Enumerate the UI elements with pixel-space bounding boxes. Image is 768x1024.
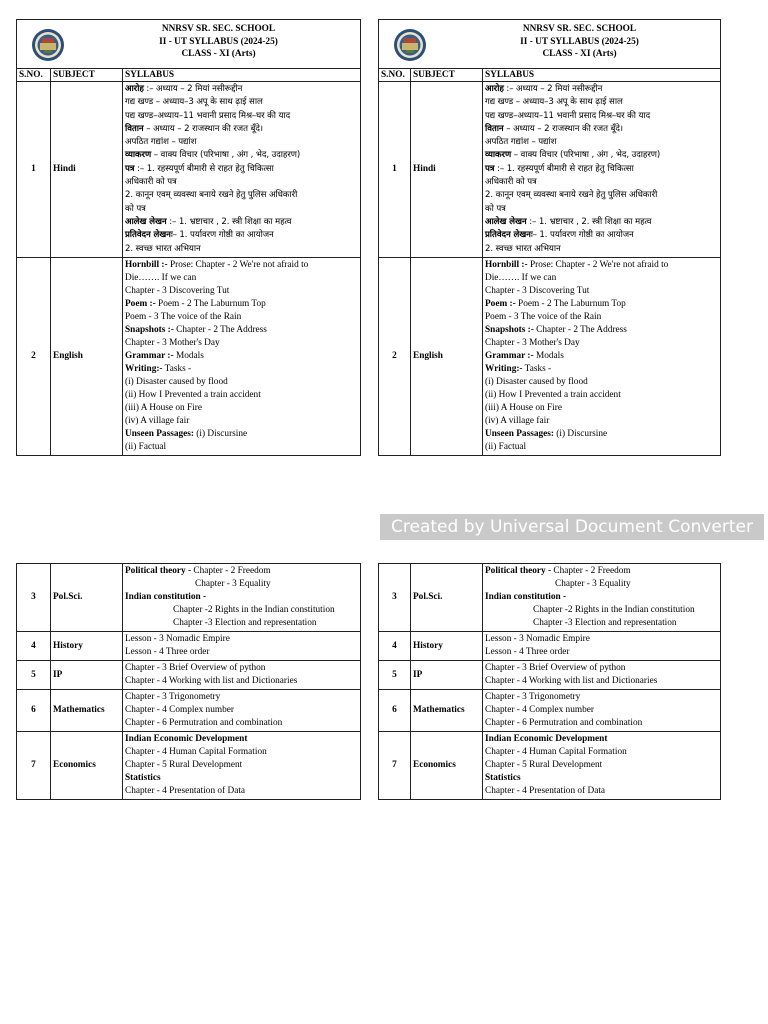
syllabus-line-label: Writing:- [485,363,523,374]
syllabus-line [125,675,358,688]
syllabus-cell [483,732,721,800]
table-row [17,632,361,661]
syllabus-line-text: Chapter - 3 Trigonometry [125,692,221,702]
syllabus-line [485,96,718,109]
syllabus-line [125,772,358,785]
syllabus-line-text: – 1. पर्यावरण गोष्ठी का आयोजन [532,230,634,241]
syllabus-line-text: (ii) Factual [485,441,527,452]
syllabus-line-label: पत्र [125,163,135,174]
syllabus-line [125,662,358,675]
syllabus-line-label: Poem :- [125,298,156,309]
syllabus-line-text: 2. स्वच्छ भारत अभियान [125,243,201,254]
table-row [17,690,361,732]
syllabus-line-text: :– अध्याय – 2 मियां नसीरूद्दीन [143,84,243,94]
syllabus-line [125,337,358,350]
syllabus-line [485,675,718,688]
exam-title: II - UT SYLLABUS (2024-25) [159,36,278,47]
syllabus-line [125,96,358,109]
syllabus-line-text: (ii) How I Prevented a train accident [125,389,261,400]
syllabus-line-text: – अध्याय – 2 राजस्थान की रजत बूँदे। [143,123,263,134]
watermark: Created by Universal Document Converter [380,514,764,540]
syllabus-line-text: – 1. पर्यावरण गोष्ठी का आयोजन [172,230,274,241]
table-row [17,564,361,632]
syllabus-line [485,110,718,123]
syllabus-line-text: Die……. If we can [125,272,197,283]
table-row [379,564,721,632]
syllabus-line-text: अपठित गद्यांश – पद्यांश [125,137,197,148]
syllabus-line-text: Chapter - 4 Presentation of Data [485,786,606,796]
syllabus-line-text: को पत्र [485,203,506,214]
subject-cell: Hindi [411,82,483,258]
syllabus-line-text: :– 1. भ्रष्टाचार , 2. स्त्री शिक्षा का महत्व [526,216,652,227]
col-sno-header: S.NO. [379,69,411,82]
syllabus-line [485,123,718,136]
syllabus-line-label: Snapshots :- [485,324,534,335]
syllabus-line-label: व्याकरण [485,150,512,161]
syllabus-line [485,176,718,189]
syllabus-line [485,717,718,730]
syllabus-line-label: Unseen Passages: [485,428,554,439]
syllabus-line [125,733,358,746]
syllabus-cell [123,690,361,732]
syllabus-line-label: Hornbill :- [125,259,168,270]
syllabus-line-text: Poem - 3 The voice of the Rain [485,311,602,322]
syllabus-line-text: Chapter - 4 Human Capital Formation [125,747,267,757]
syllabus-line-text: पद्य खण्ड–अध्याय–11 भवानी प्रसाद मिश्र–घर की याद [485,110,651,121]
syllabus-line-label: आलेख लेखन [485,216,527,227]
syllabus-line-text: Chapter - 6 Permutration and combination [125,718,283,728]
syllabus-line-text: Tasks - [162,363,192,374]
syllabus-line [485,243,718,256]
syllabus-cell [123,661,361,690]
subject-cell: Mathematics [411,690,483,732]
syllabus-line-text: Chapter -3 Election and representation [533,618,677,628]
syllabus-line-text: 2. कानून एवम् व्यवस्था बनाये रखने हेतु पुलिस अधिकारी [125,190,298,201]
syllabus-line-text: Prose: Chapter - 2 We're not afraid to [527,259,669,270]
syllabus-line-text: Lesson - 3 Nomadic Empire [485,634,590,644]
syllabus-line-label: Hornbill :- [485,259,528,270]
syllabus-line [485,285,718,298]
col-syllabus-header: SYLLABUS [483,69,721,82]
sno-cell: 5 [17,661,51,690]
syllabus-line-label: Indian Economic Development [485,734,608,744]
sno-cell: 4 [17,632,51,661]
syllabus-line-text: Modals [173,350,204,361]
syllabus-line-text: Chapter - 3 Brief Overview of python [125,663,266,673]
syllabus-line [125,591,358,604]
syllabus-cell [123,82,361,258]
syllabus-line [125,746,358,759]
syllabus-line-label: Writing:- [125,363,163,374]
col-subject-header: SUBJECT [411,69,483,82]
sno-cell: 6 [17,690,51,732]
sno-cell: 4 [379,632,411,661]
syllabus-line-text: (ii) Factual [125,441,167,452]
syllabus-line-text: (i) Disaster caused by flood [125,376,228,387]
syllabus-line-text: Chapter - 2 Freedom [191,566,271,576]
syllabus-table-bottom-right [378,563,721,800]
syllabus-line [125,617,358,630]
syllabus-line-text: Chapter - 3 Mother's Day [485,337,580,348]
syllabus-line [485,733,718,746]
syllabus-line-text: को पत्र [125,203,146,214]
syllabus-line-text: Poem - 3 The voice of the Rain [125,311,242,322]
syllabus-line-text: Chapter - 5 Rural Development [125,760,243,770]
subject-cell: Pol.Sci. [411,564,483,632]
syllabus-line-label: व्याकरण [125,150,152,161]
syllabus-line-label: Poem :- [485,298,516,309]
table-row [379,690,721,732]
sno-cell: 3 [379,564,411,632]
subject-cell: Pol.Sci. [51,564,123,632]
syllabus-line-label: प्रतिवेदन लेखनः [485,230,533,241]
syllabus-line [125,272,358,285]
syllabus-line-text: अधिकारी को पत्र [125,177,177,188]
syllabus-table-top-right [378,19,721,456]
syllabus-line-label: आलेख लेखन [125,216,167,227]
syllabus-line-text: (iii) A House on Fire [125,402,202,413]
col-sno-header: S.NO. [17,69,51,82]
syllabus-line [125,441,358,454]
syllabus-line [125,176,358,189]
syllabus-line-text: Chapter - 4 Complex number [485,705,594,715]
syllabus-cell [123,564,361,632]
syllabus-cell [123,732,361,800]
sno-cell: 7 [17,732,51,800]
table-row [379,632,721,661]
syllabus-line-text: (ii) How I Prevented a train accident [485,389,621,400]
syllabus-line [485,83,718,96]
sno-cell: 1 [379,82,411,258]
syllabus-line-text: Chapter - 4 Working with list and Dictionaries [125,676,298,686]
syllabus-line [485,617,718,630]
syllabus-table-top-left [16,19,361,456]
syllabus-line [485,350,718,363]
subject-cell: English [411,257,483,455]
syllabus-line [485,298,718,311]
syllabus-line [485,229,718,242]
syllabus-line-text: अधिकारी को पत्र [485,177,537,188]
table-row [17,732,361,800]
syllabus-line-text: (i) Discursine [193,428,248,439]
syllabus-line-label: Indian Economic Development [125,734,248,744]
sno-cell: 6 [379,690,411,732]
syllabus-line-label: Grammar :- [485,350,534,361]
syllabus-line-text: :– 1. रहस्यपूर्ण बीमारी से राहत हेतु चिकित्सा [494,163,634,174]
syllabus-line [485,337,718,350]
syllabus-line [125,415,358,428]
syllabus-line-text: Chapter - 3 Brief Overview of python [485,663,626,673]
syllabus-line-text: Chapter - 3 Discovering Tut [125,285,230,296]
table-header [17,20,361,69]
syllabus-line-text: Chapter - 3 Mother's Day [125,337,220,348]
syllabus-cell [483,661,721,690]
syllabus-line [485,565,718,578]
sno-cell: 2 [17,257,51,455]
syllabus-line-text: अपठित गद्यांश – पद्यांश [485,137,557,148]
syllabus-line [125,203,358,216]
syllabus-line-text: 2. स्वच्छ भारत अभियान [485,243,561,254]
syllabus-line-label: Snapshots :- [125,324,174,335]
syllabus-line-text: Lesson - 3 Nomadic Empire [125,634,230,644]
syllabus-line-text: Chapter - 6 Permutration and combination [485,718,643,728]
syllabus-line-text: Tasks - [522,363,552,374]
syllabus-cell [483,690,721,732]
syllabus-line-text: :– अध्याय – 2 मियां नसीरूद्दीन [503,84,603,94]
syllabus-line [485,311,718,324]
syllabus-line-text: Chapter - 4 Human Capital Formation [485,747,627,757]
syllabus-line-text: Die……. If we can [485,272,557,283]
syllabus-line [485,604,718,617]
syllabus-line [125,243,358,256]
syllabus-cell [123,257,361,455]
table-header [379,20,721,69]
syllabus-line-text: Chapter - 2 Freedom [551,566,631,576]
sno-cell: 1 [17,82,51,258]
subject-cell: Hindi [51,82,123,258]
syllabus-line-label: Political theory - [125,566,192,576]
table-row [379,732,721,800]
school-name: NNRSV SR. SEC. SCHOOL [522,24,637,34]
col-syllabus-header: SYLLABUS [123,69,361,82]
sno-cell: 7 [379,732,411,800]
syllabus-line [125,149,358,162]
table-row [379,661,721,690]
syllabus-line [125,428,358,441]
syllabus-line [485,272,718,285]
syllabus-line-text: Chapter -3 Election and representation [173,618,317,628]
syllabus-line-text: 2. कानून एवम् व्यवस्था बनाये रखने हेतु पुलिस अधिकारी [485,190,658,201]
syllabus-cell [123,632,361,661]
syllabus-line [485,389,718,402]
syllabus-line-text: (iv) A village fair [485,415,550,426]
subject-cell: Economics [51,732,123,800]
syllabus-cell [483,632,721,661]
syllabus-line [485,324,718,337]
syllabus-line [125,163,358,176]
syllabus-table-bottom-left [16,563,361,800]
syllabus-line-text: :– 1. रहस्यपूर्ण बीमारी से राहत हेतु चिकित्सा [134,163,274,174]
syllabus-line-text: Poem - 2 The Laburnum Top [155,298,266,309]
syllabus-line-label: आरोह [485,84,504,94]
table-row [379,82,721,258]
syllabus-line [485,633,718,646]
table-row [17,661,361,690]
syllabus-line [125,136,358,149]
syllabus-line [485,402,718,415]
syllabus-line [125,110,358,123]
syllabus-line [485,441,718,454]
syllabus-line-label: Statistics [125,773,161,783]
syllabus-line-label: Political theory - [485,566,552,576]
syllabus-line-text: गद्य खण्ड – अध्याय–3 अपू के साथ ढ़ाई साल [485,97,623,108]
syllabus-line [485,203,718,216]
syllabus-line-text: Poem - 2 The Laburnum Top [515,298,626,309]
syllabus-line-text: Chapter - 2 The Address [533,324,627,335]
syllabus-line-text: (i) Discursine [553,428,608,439]
syllabus-line-text: Chapter - 4 Complex number [125,705,234,715]
syllabus-line [125,389,358,402]
syllabus-line [125,376,358,389]
exam-title: II - UT SYLLABUS (2024-25) [520,36,639,47]
syllabus-line-text: Chapter - 4 Working with list and Dictionaries [485,676,658,686]
sno-cell: 5 [379,661,411,690]
syllabus-line-text: (iii) A House on Fire [485,402,562,413]
syllabus-line [125,402,358,415]
syllabus-line [485,662,718,675]
syllabus-line [485,591,718,604]
syllabus-line-text: Lesson - 4 Three order [485,647,570,657]
subject-cell: IP [411,661,483,690]
syllabus-line-text: Prose: Chapter - 2 We're not afraid to [167,259,309,270]
syllabus-line [125,578,358,591]
syllabus-line [485,163,718,176]
class-title: CLASS - XI (Arts) [181,49,256,59]
syllabus-line-text: :– 1. भ्रष्टाचार , 2. स्त्री शिक्षा का महत्व [166,216,292,227]
syllabus-line [125,324,358,337]
syllabus-line [485,759,718,772]
syllabus-line [485,216,718,229]
syllabus-line-text: Chapter -2 Rights in the Indian constitution [533,605,695,615]
syllabus-line [485,785,718,798]
syllabus-line-text: Chapter - 4 Presentation of Data [125,786,246,796]
syllabus-line-label: Unseen Passages: [125,428,194,439]
subject-cell: History [51,632,123,661]
syllabus-line-label: आरोह [125,84,144,94]
syllabus-line [125,565,358,578]
syllabus-line-text: Chapter -2 Rights in the Indian constitution [173,605,335,615]
syllabus-line-text: – वाक्य विचार (परिभाषा , अंग , भेद, उदाहरण) [511,150,661,161]
syllabus-line [125,259,358,272]
syllabus-line [125,704,358,717]
school-name: NNRSV SR. SEC. SCHOOL [161,24,276,34]
syllabus-line [125,189,358,202]
syllabus-line-text: Chapter - 5 Rural Development [485,760,603,770]
syllabus-line [125,83,358,96]
table-row [17,82,361,258]
syllabus-line [125,717,358,730]
sno-cell: 3 [17,564,51,632]
syllabus-cell [483,82,721,258]
syllabus-line-text: (iv) A village fair [125,415,190,426]
syllabus-line [485,136,718,149]
syllabus-line-label: Grammar :- [125,350,174,361]
syllabus-line [125,646,358,659]
syllabus-line [125,759,358,772]
syllabus-line [125,298,358,311]
syllabus-line-text: Chapter - 3 Discovering Tut [485,285,590,296]
syllabus-line-text: Lesson - 4 Three order [125,647,210,657]
table-row [17,257,361,455]
syllabus-line-text: Chapter - 3 Equality [555,579,631,589]
syllabus-line [125,229,358,242]
syllabus-line-text: गद्य खण्ड – अध्याय–3 अपू के साथ ढ़ाई साल [125,97,263,108]
syllabus-line [125,350,358,363]
syllabus-line-label: प्रतिवेदन लेखनः [125,230,173,241]
subject-cell: English [51,257,123,455]
syllabus-line [125,363,358,376]
syllabus-line [485,704,718,717]
subject-cell: IP [51,661,123,690]
syllabus-line [485,746,718,759]
syllabus-line [125,216,358,229]
syllabus-line [125,785,358,798]
syllabus-line-label: Statistics [485,773,521,783]
syllabus-line-label: Indian constitution - [485,592,567,602]
syllabus-line [125,691,358,704]
subject-cell: History [411,632,483,661]
syllabus-line [485,149,718,162]
syllabus-line [485,772,718,785]
syllabus-line-text: – वाक्य विचार (परिभाषा , अंग , भेद, उदाहरण) [151,150,301,161]
syllabus-line [485,646,718,659]
col-subject-header: SUBJECT [51,69,123,82]
subject-cell: Economics [411,732,483,800]
syllabus-line-text: Modals [533,350,564,361]
syllabus-line [125,311,358,324]
syllabus-line [485,363,718,376]
syllabus-line-text: – अध्याय – 2 राजस्थान की रजत बूँदे। [503,123,623,134]
syllabus-cell [483,564,721,632]
syllabus-line [485,259,718,272]
syllabus-line-text: Chapter - 3 Trigonometry [485,692,581,702]
syllabus-line [485,428,718,441]
syllabus-line [485,578,718,591]
syllabus-line-text: (i) Disaster caused by flood [485,376,588,387]
syllabus-line [125,604,358,617]
syllabus-cell [483,257,721,455]
syllabus-line [485,691,718,704]
table-row [379,257,721,455]
syllabus-line-label: वितान [125,123,144,134]
syllabus-line [125,123,358,136]
syllabus-line-label: वितान [485,123,504,134]
syllabus-line [125,633,358,646]
syllabus-line-text: Chapter - 3 Equality [195,579,271,589]
sno-cell: 2 [379,257,411,455]
syllabus-line-text: पद्य खण्ड–अध्याय–11 भवानी प्रसाद मिश्र–घर की याद [125,110,291,121]
subject-cell: Mathematics [51,690,123,732]
syllabus-line [485,376,718,389]
syllabus-line-text: Chapter - 2 The Address [173,324,267,335]
syllabus-line [485,415,718,428]
syllabus-line-label: Indian constitution - [125,592,207,602]
syllabus-line-label: पत्र [485,163,495,174]
syllabus-line [485,189,718,202]
class-title: CLASS - XI (Arts) [542,49,617,59]
syllabus-line [125,285,358,298]
